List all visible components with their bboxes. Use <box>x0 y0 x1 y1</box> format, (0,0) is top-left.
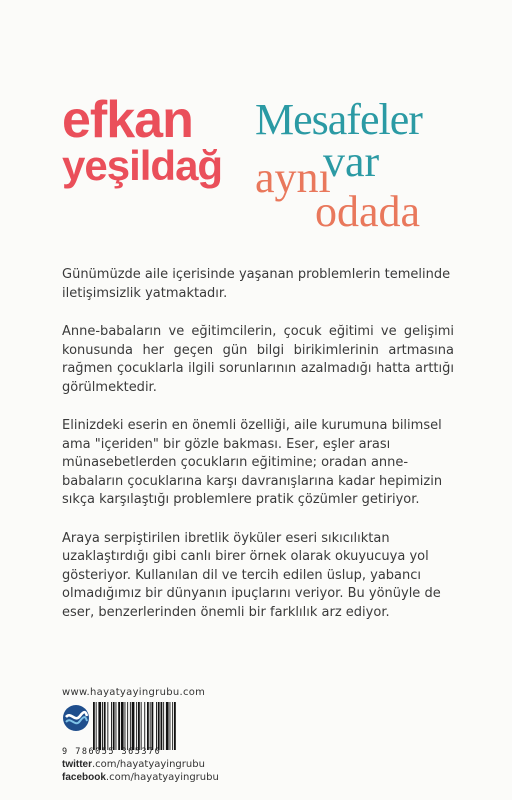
barcode-bar <box>166 702 169 750</box>
blurb-paragraph-3: Elinizdeki eserin en önemli özelliği, aile kurumuna bilimsel ama "içeriden" bir gözle bakması. Eser, eşler arası münasebetlerden çocukların eğitimine; oradan anne-babaların çocuklarına karşı davranışlarına kadar hepimizin sıkça karşılaştığı problemlere pratik çözümler getiriyor. <box>62 418 443 507</box>
barcode-bar <box>136 702 137 750</box>
barcode-bar <box>107 702 108 750</box>
title-line-4: odada <box>315 187 421 236</box>
barcode-bar <box>141 702 142 750</box>
title-line-2: var <box>323 137 380 186</box>
barcode-bar <box>147 702 149 750</box>
facebook-brand: facebook <box>62 772 106 783</box>
barcode-bar <box>158 702 160 750</box>
barcode-bar <box>156 702 157 750</box>
blurb-paragraph-4: Araya serpiştirilen ibretlik öyküler eseri sıkıcılıktan uzaklaştırdığı gibi canlı birer örnek olarak okuyucuya yol gösteriyor. Kullanılan dil ve tercih edilen üslup, yabancı olmadığımız bir dünyanın ipuçlarını veriyor. Bu yönüyle de eser, benzerlerinden önemli bir farklılık arz ediyor. <box>62 530 441 620</box>
barcode-bar <box>132 702 135 750</box>
isbn-number: 9 786055 365370 <box>62 747 162 757</box>
isbn-barcode <box>92 702 202 750</box>
barcode-bar <box>113 702 115 750</box>
barcode-bar <box>121 702 124 750</box>
barcode-bar <box>152 702 154 750</box>
author-last-name: yeşildağ <box>62 142 223 189</box>
barcode-bar <box>170 702 171 750</box>
barcode-bar <box>104 702 106 750</box>
barcode-bar <box>127 702 128 750</box>
author-first-name: efkan <box>62 91 193 149</box>
barcode-bar <box>111 702 112 750</box>
blurb-paragraph-2: Anne-babaların ve eğitimcilerin, çocuk eğitimi ve gelişimi konusunda her geçen gün bilgi birikimlerinin artmasına rağmen çocuklarla ilgili sorunlarının azalmadığı hatta arttığı görülmektedir. <box>62 324 454 395</box>
barcode-bar <box>102 702 103 750</box>
blurb <box>62 266 454 642</box>
barcode-bar <box>96 702 97 750</box>
publisher-logo-icon <box>62 704 90 732</box>
title-line-1: Mesafeler <box>255 95 422 144</box>
barcode-bar <box>130 702 131 750</box>
publisher-website: www.hayatyayingrubu.com <box>62 687 206 698</box>
barcode-bar <box>161 702 163 750</box>
barcode-bar <box>125 702 126 750</box>
barcode-bar <box>93 702 95 750</box>
twitter-brand: twitter <box>62 759 92 770</box>
twitter-path: .com/hayatyayingrubu <box>92 759 205 770</box>
barcode-bar <box>163 702 164 750</box>
facebook-link[interactable] <box>62 772 219 783</box>
barcode-bar <box>138 702 140 750</box>
twitter-link[interactable] <box>62 759 205 770</box>
barcode-bar <box>144 702 145 750</box>
barcode-bar <box>150 702 151 750</box>
facebook-path: .com/hayatyayingrubu <box>105 772 219 783</box>
barcode-bar <box>116 702 117 750</box>
title-line-3: aynı <box>255 153 331 202</box>
barcode-bar <box>118 702 120 750</box>
barcode-bar <box>172 702 173 750</box>
barcode-bar <box>174 702 176 750</box>
blurb-paragraph-1: Günümüzde aile içerisinde yaşanan problemlerin temelinde iletişimsizlik yatmaktadır. <box>62 267 451 301</box>
barcode-bar <box>98 702 101 750</box>
author-name <box>62 91 223 189</box>
